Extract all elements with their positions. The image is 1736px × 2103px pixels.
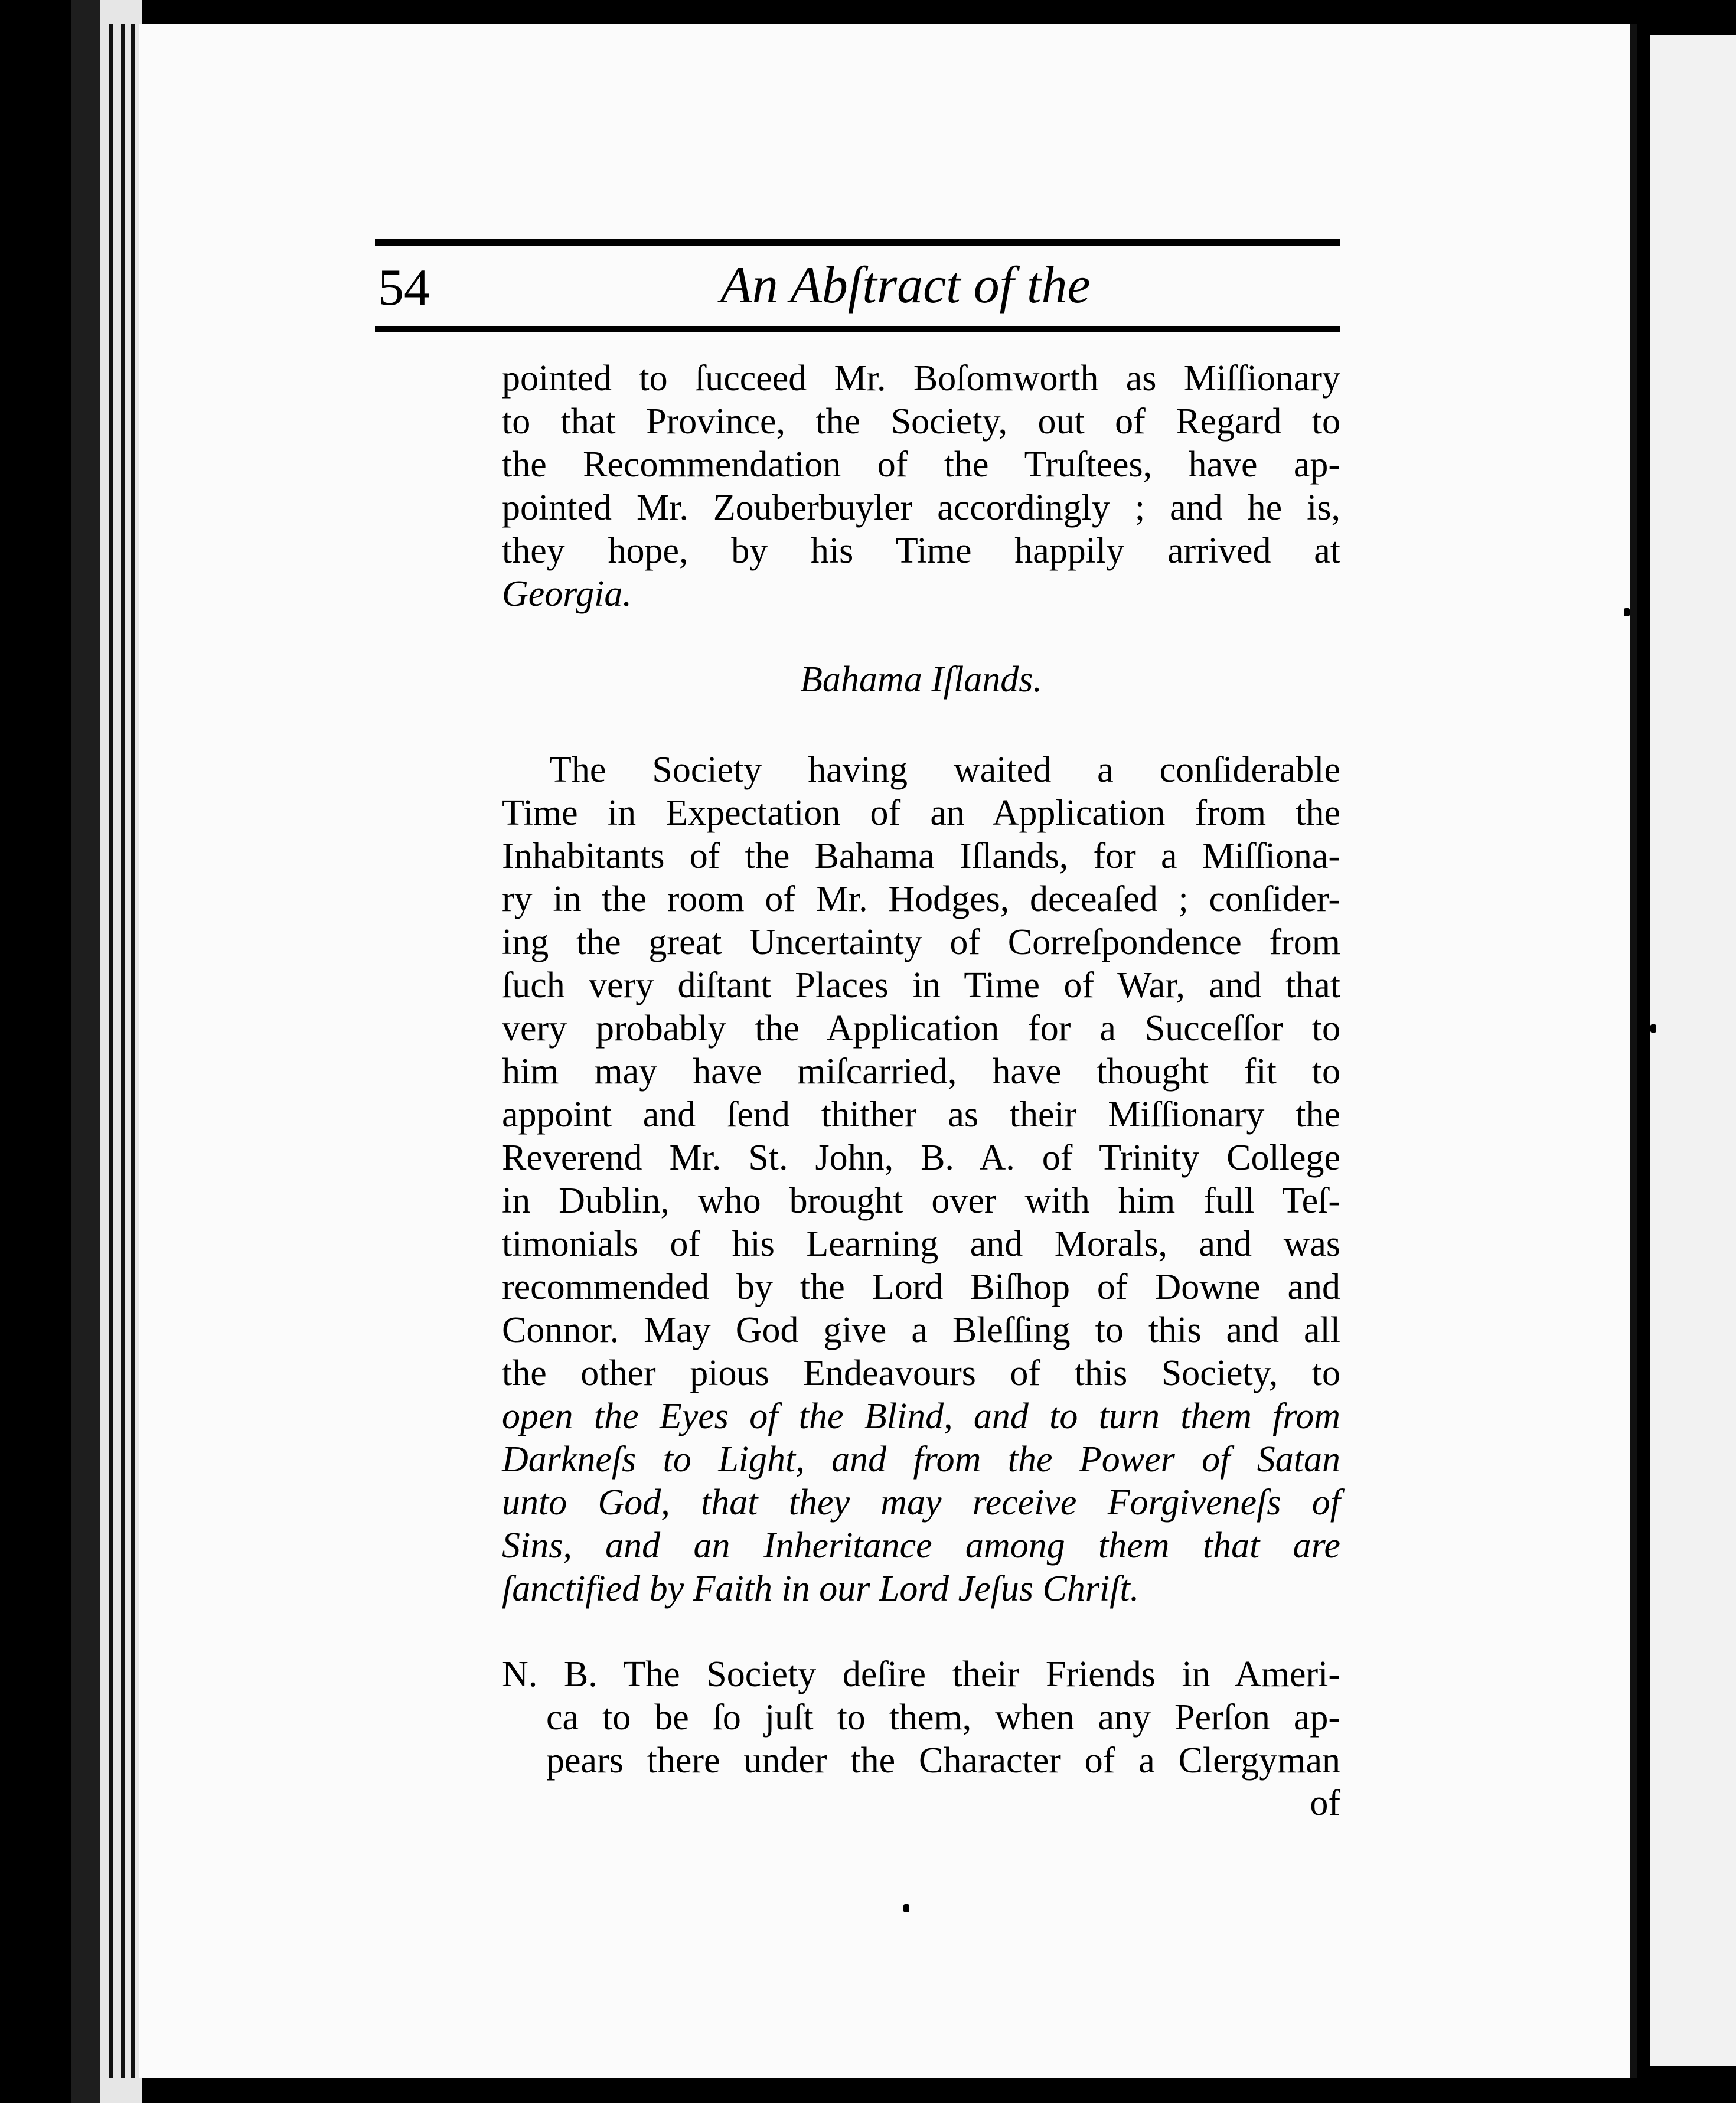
- margin-mark: [1650, 1024, 1656, 1033]
- facing-page: [1650, 35, 1736, 2066]
- text-line: in Dublin, who brought over with him full Teſ-: [502, 1181, 1340, 1221]
- text-line: to that Province, the Society, out of Regard to: [502, 401, 1340, 442]
- book-edge-dark: [0, 0, 71, 2103]
- page-edge-line: [121, 24, 125, 2078]
- text-line: pointed to ſucceed Mr. Boſomworth as Miſſionary: [502, 358, 1340, 399]
- text-line: ca to be ſo juſt to them, when any Perſon ap-: [546, 1697, 1340, 1738]
- text-line: Connor. May God give a Bleſſing to this and all: [502, 1310, 1340, 1350]
- text-line: the Recommendation of the Truſtees, have ap-: [502, 445, 1340, 485]
- text-line: ing the great Uncertainty of Correſpondence from: [502, 922, 1340, 962]
- text-line: pointed Mr. Zouberbuyler accordingly ; and he is,: [502, 488, 1340, 528]
- page-speck: [903, 1904, 909, 1912]
- text-line: appoint and ſend thither as their Miſſionary the: [502, 1095, 1340, 1135]
- header-rule-top: [375, 239, 1340, 246]
- text-line: Time in Expectation of an Application from the: [502, 793, 1340, 833]
- paragraph-georgia: [502, 357, 1340, 616]
- section-heading: Bahama Iſlands.: [800, 659, 1042, 700]
- text-line: Georgia.: [502, 574, 632, 614]
- gutter-line: [1630, 24, 1637, 2078]
- text-line: pears there under the Character of a Clergyman: [546, 1740, 1340, 1781]
- text-line: open the Eyes of the Blind, and to turn them from: [502, 1396, 1340, 1436]
- paragraph-bahama: [502, 749, 1340, 1611]
- margin-mark: [1624, 608, 1630, 616]
- text-line: they hope, by his Time happily arrived at: [502, 531, 1340, 571]
- book-edge-shadow: [71, 0, 100, 2103]
- text-line: Darkneſs to Light, and from the Power of Satan: [502, 1439, 1340, 1480]
- text-line: N. B. The Society deſire their Friends in Ameri-: [502, 1654, 1340, 1694]
- text-line: ſuch very diſtant Places in Time of War, and that: [502, 965, 1340, 1005]
- text-line: The Society having waited a conſiderable: [549, 750, 1340, 790]
- text-line: unto God, that they may receive Forgiveneſs of: [502, 1482, 1340, 1523]
- catchword: of: [1310, 1783, 1340, 1823]
- text-line: Reverend Mr. St. John, B. A. of Trinity College: [502, 1138, 1340, 1178]
- page-edge-line: [109, 24, 113, 2078]
- text-line: ſanctified by Faith in our Lord Jeſus Chriſt.: [502, 1569, 1140, 1609]
- text-line: Inhabitants of the Bahama Iſlands, for a Miſſiona-: [502, 836, 1340, 876]
- text-line: recommended by the Lord Biſhop of Downe and: [502, 1267, 1340, 1307]
- running-head: An Abſtract of the: [720, 257, 1091, 314]
- text-line: Sins, and an Inheritance among them that are: [502, 1526, 1340, 1566]
- text-line: him may have miſcarried, have thought fit to: [502, 1052, 1340, 1092]
- text-line: very probably the Application for a Succeſſor to: [502, 1008, 1340, 1049]
- page-number: 54: [378, 259, 430, 316]
- text-line: timonials of his Learning and Morals, and was: [502, 1224, 1340, 1264]
- paragraph-nota-bene: [502, 1653, 1340, 1782]
- header-rule-bottom: [375, 326, 1340, 332]
- text-line: the other pious Endeavours of this Society, to: [502, 1353, 1340, 1393]
- page-edge-line: [131, 24, 135, 2078]
- text-line: ry in the room of Mr. Hodges, deceaſed ; conſider-: [502, 879, 1340, 919]
